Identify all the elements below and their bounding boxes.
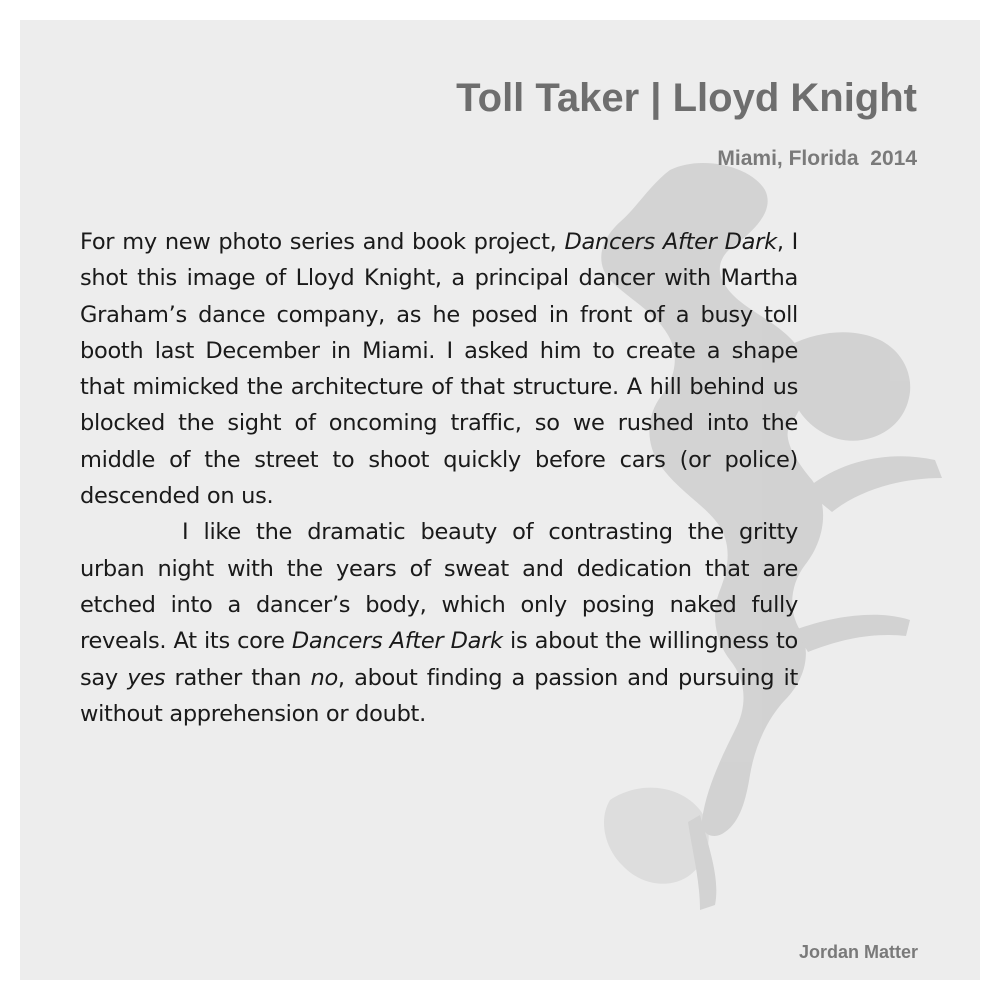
italic-text: Dancers After Dark [564,229,777,255]
italic-text: yes [127,664,166,691]
page-title: Toll Taker | Lloyd Knight [456,76,917,120]
text-run: is about the willingness to say [80,628,798,691]
text-run: , about finding a passion and pursuing it without apprehension or doubt. [80,664,798,727]
author-credit: Jordan Matter [798,942,918,962]
italic-text: no [310,664,338,691]
paragraph-2 [80,514,798,732]
text-run: For my new photo series and book project, [80,229,565,255]
article-body [80,224,798,732]
paragraph-1 [80,224,798,514]
text-run: rather than [165,664,311,691]
text-run: , I shot this image of Lloyd Knight, a principal dancer with Martha Graham’s dance company, as he posed in front of a busy toll booth last December in Miami. I asked him to create a shape that mimicked the architecture of that structure. A hill behind us blocked the sight of oncoming traffic, so we rushed into the middle of the street to shoot quickly before cars (or police) descended on us. [80,229,798,510]
text-card [20,20,980,980]
text-run: I like the dramatic beauty of contrasting the gritty urban night with the years of sweat and dedication that are etched into a dancer’s body, which only posing naked fully reveals. At its core [80,519,798,655]
location-date: Miami, Florida 2014 [717,147,917,170]
italic-text: Dancers After Dark [291,628,503,655]
